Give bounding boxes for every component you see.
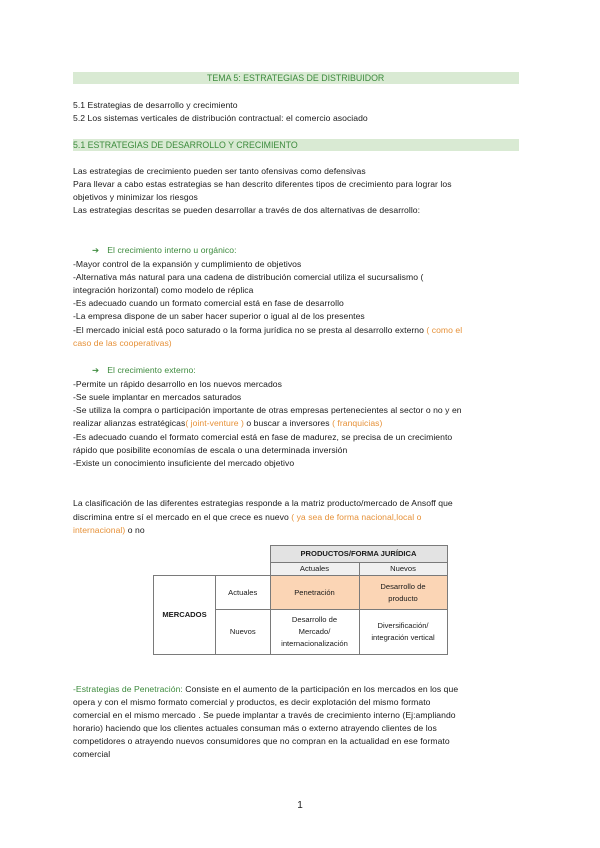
externo-heading <box>92 365 196 376</box>
ansoff-line-2 <box>73 512 421 523</box>
externo-heading-text: El crecimiento externo: <box>107 365 196 375</box>
intro-line-4: Las estrategias descritas se pueden desarrollar a través de dos alternativas de desarrollo: <box>73 205 421 215</box>
ansoff-note: ( ya sea de forma nacional,local o <box>291 512 422 522</box>
externo-line-5: -Es adecuado cuando el formato comercial está en fase de madurez, se precisa de un crecimiento <box>73 432 453 442</box>
externo-line-2: -Se suele implantar en mercados saturados <box>73 392 242 402</box>
externo-note-joint: ( joint-venture ) <box>185 418 244 428</box>
cell-dm-line2: Mercado/ <box>298 627 331 636</box>
arrow-right-icon: ➔ <box>92 365 100 375</box>
matrix-row-label: MERCADOS <box>154 576 216 655</box>
cell-div-line1: Diversificación/ <box>377 621 429 630</box>
interno-line-6 <box>73 325 462 336</box>
cell-dm-line1: Desarrollo de <box>291 615 338 624</box>
penetracion-line-1-text: Consiste en el aumento de la participación en los mercados en los que <box>182 684 459 694</box>
externo-line-4-a: realizar alianzas estratégicas <box>73 418 186 428</box>
matrix-cell-desarrollo-producto <box>359 576 447 610</box>
matrix-row-actuales: Actuales <box>216 576 271 610</box>
penetracion-line-5: competidores o atrayendo nuevos consumidores que no compran en la actualidad en ese formato <box>73 736 450 746</box>
intro-line-1: Las estrategias de crecimiento pueden ser tanto ofensivas como defensivas <box>73 166 366 176</box>
page-title-text: TEMA 5: ESTRATEGIAS DE DISTRIBUIDOR <box>207 73 385 83</box>
externo-line-4-b: o buscar a inversores <box>243 418 333 428</box>
penetracion-line-2: opera y con el mismo formato comercial y productos, es decir explotación del mismo formato <box>73 697 431 707</box>
penetracion-line-1 <box>73 684 458 695</box>
cell-dm-line3: internacionalización <box>281 639 348 648</box>
ansoff-note-cont: internacional) <box>73 525 126 535</box>
ansoff-matrix <box>153 545 448 655</box>
penetracion-line-6: comercial <box>73 749 111 759</box>
penetracion-label: -Estrategias de Penetración: <box>73 684 183 694</box>
interno-note-cont: caso de las cooperativas) <box>73 338 172 348</box>
externo-note-franquicias: ( franquicias) <box>332 418 383 428</box>
matrix-cell-diversificacion <box>359 610 447 655</box>
matrix-cell-penetracion <box>270 576 359 610</box>
externo-line-6: rápido que posibilite economías de escala o una determinada inversión <box>73 445 348 455</box>
externo-line-3: -Se utiliza la compra o participación importante de otras empresas pertenecientes al sector o no y en <box>73 405 462 415</box>
interno-heading <box>92 245 237 256</box>
cell-penetracion-text: Penetración <box>294 587 335 597</box>
interno-line-6-text: -El mercado inicial está poco saturado o la forma jurídica no se presta al desarrollo externo <box>73 325 427 335</box>
intro-line-3: objetivos y minimizar los riesgos <box>73 192 198 202</box>
matrix-header: PRODUCTOS/FORMA JURÍDICA <box>270 546 447 563</box>
interno-line-3: integración horizontal) como modelo de réplica <box>73 285 254 295</box>
ansoff-line-1: La clasificación de las diferentes estrategias responde a la matriz producto/mercado de Ansoff que <box>73 498 453 508</box>
interno-note: ( como el <box>426 325 463 335</box>
matrix-blank <box>216 563 271 576</box>
ansoff-line-3-text: o no <box>125 525 145 535</box>
matrix-row-nuevos: Nuevos <box>216 610 271 655</box>
interno-line-4: -Es adecuado cuando un formato comercial está en fase de desarrollo <box>73 298 344 308</box>
intro-line-2: Para llevar a cabo estas estrategias se han descrito diferentes tipos de crecimiento para lograr los <box>73 179 452 189</box>
externo-line-4 <box>73 418 382 429</box>
toc-item-1: 5.1 Estrategias de desarrollo y crecimiento <box>73 100 238 110</box>
arrow-right-icon: ➔ <box>92 245 100 255</box>
page-title <box>73 72 519 84</box>
penetracion-line-4: horario) haciendo que los clientes actuales consuman más o externo atrayendo clientes de los <box>73 723 437 733</box>
interno-heading-text: El crecimiento interno u orgánico: <box>107 245 237 255</box>
interno-line-2: -Alternativa más natural para una cadena de distribución comercial utiliza el sucursalismo ( <box>73 272 424 282</box>
matrix-blank <box>154 546 216 563</box>
externo-line-1: -Permite un rápido desarrollo en los nuevos mercados <box>73 379 282 389</box>
interno-line-5: -La empresa dispone de un saber hacer superior o igual al de los presentes <box>73 311 365 321</box>
externo-line-7: -Existe un conocimiento insuficiente del mercado objetivo <box>73 458 295 468</box>
cell-div-line2: integración vertical <box>371 633 435 642</box>
toc-item-2: 5.2 Los sistemas verticales de distribución contractual: el comercio asociado <box>73 113 368 123</box>
ansoff-line-2-text: discrimina entre sí el mercado en el que crece es nuevo <box>73 512 292 522</box>
matrix-cell-desarrollo-mercado <box>270 610 359 655</box>
ansoff-line-3 <box>73 525 145 536</box>
penetracion-line-3: comercial en el mismo mercado . Se puede implantar a través de crecimiento interno (Ej:ampliando <box>73 710 456 720</box>
interno-line-1: -Mayor control de la expansión y cumplimiento de objetivos <box>73 259 302 269</box>
matrix-col-actuales: Actuales <box>270 563 359 576</box>
cell-dp-line2: producto <box>388 593 418 603</box>
matrix-blank <box>154 563 216 576</box>
section-title: 5.1 ESTRATEGIAS DE DESARROLLO Y CRECIMIENTO <box>73 140 298 150</box>
matrix-blank <box>216 546 271 563</box>
cell-dp-line1: Desarrollo de <box>380 581 426 591</box>
matrix-col-nuevos: Nuevos <box>359 563 447 576</box>
page-number: 1 <box>297 800 303 811</box>
